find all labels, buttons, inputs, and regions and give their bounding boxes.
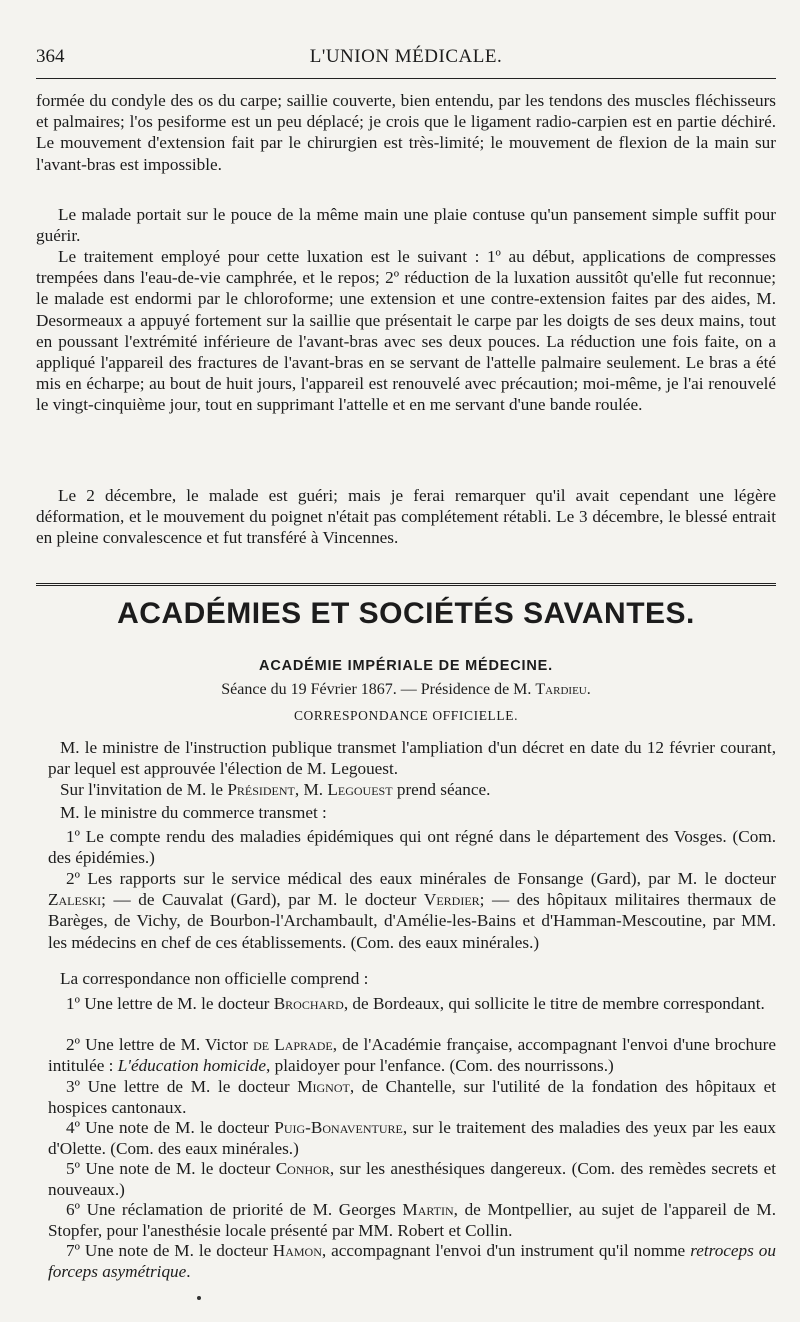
text-run: , de Montpellier, au sujet de l'appareil de M. Stopfer, pour l'anesthésie locale présenté par MM. Robert et Collin. bbox=[48, 1200, 776, 1241]
text-run: , plaidoyer pour l'enfance. (Com. des nourrissons.) bbox=[266, 1056, 614, 1076]
session-line bbox=[36, 681, 776, 699]
name-hamon: Hamon bbox=[272, 1241, 322, 1260]
unofficial-intro: La correspondance non officielle comprend : bbox=[60, 969, 369, 988]
text-run: 2º Une lettre de M. Victor bbox=[66, 1035, 254, 1054]
name-brochard: Brochard bbox=[273, 994, 344, 1013]
unofficial-item-3 bbox=[36, 1076, 776, 1118]
name-conhor: Conhor bbox=[275, 1159, 330, 1178]
text-run: 5º Une note de M. le docteur bbox=[66, 1159, 276, 1178]
text-run: , sur les anesthésiques dangereux. (Com. des remèdes secrets et nouveaux.) bbox=[48, 1159, 777, 1200]
print-mark bbox=[197, 1296, 201, 1300]
text-run: , de Chantelle, sur l'utilité de la fondation des hôpitaux et hospices cantonaux. bbox=[48, 1077, 776, 1118]
text-run: 3º Une lettre de M. le docteur bbox=[66, 1077, 298, 1096]
name-zaleski: Zaleski bbox=[48, 890, 102, 910]
section-heading: ACADÉMIES ET SOCIÉTÉS SAVANTES. bbox=[117, 597, 695, 630]
text-run: ; — de Cauvalat (Gard), par M. le docteur bbox=[101, 890, 424, 910]
page-number: 364 bbox=[36, 46, 65, 67]
text-run: , sur le traitement des maladies des yeux par les eaux d'Olette. (Com. des eaux minérales.) bbox=[48, 1118, 776, 1159]
text-run: Sur l'invitation de M. le bbox=[60, 780, 228, 799]
official-item-epidemics: 1º Le compte rendu des maladies épidémiques qui ont régné dans le département des Vosges. (Com. des épidémies.) bbox=[48, 827, 776, 868]
text-run: 4º Une note de M. le docteur bbox=[66, 1118, 275, 1137]
official-item-commerce: M. le ministre du commerce transmet : bbox=[60, 803, 327, 822]
text-run: , M. bbox=[294, 780, 328, 799]
text-run: prend séance. bbox=[392, 780, 491, 799]
unofficial-item-5 bbox=[36, 1158, 776, 1200]
paragraph-wound: Le malade portait sur le pouce de la même main une plaie contuse qu'un pansement simple suffit pour guérir. bbox=[36, 205, 776, 246]
unofficial-item-4 bbox=[36, 1117, 776, 1159]
name-verdier: Verdier bbox=[423, 890, 480, 910]
section-separator bbox=[36, 583, 776, 588]
instrument-name: retroceps ou forceps asymétrique bbox=[48, 1241, 776, 1282]
official-item-waters bbox=[36, 868, 776, 953]
paragraph-treatment: Le traitement employé pour cette luxation est le suivant : 1º au début, applications de compresses trempées dans l'eau-de-vie camphrée, et le repos; 2º réduction de la luxation aussitôt qu'elle fut reconnue; le malade est endormi par le chloroforme; une extension et une contre-extension faites par des aides, M. Desormeaux a appuyé fortement sur la saillie que présentait le carpe par les doigts de ses deux mains, tout en poussant l'extrémité inférieure de l'avant-bras avec ses deux pouces. La réduction une fois faite, on a appliqué l'appareil des fractures de l'avant-bras en se servant de l'attelle palmaire seulement. Le bras a été mis en écharpe; au bout de huit jours, l'appareil est renouvelé avec précaution; moi-même, je l'ai renouvelé le vingt-cinquième jour, tout en supprimant l'attelle et en me servant d'une bande roulée. bbox=[36, 247, 776, 415]
paragraph-anatomy: formée du condyle des os du carpe; saillie couverte, bien entendu, par les tendons des muscles fléchisseurs et palmaires; l'os pesiforme est un peu déplacé; je crois que le ligament radio-carpien est en partie déchiré. Le mouvement d'extension fait par le chirurgien est très-limité; le mouvement de flexion de la main sur l'avant-bras est impossible. bbox=[36, 91, 776, 174]
name-mignot: Mignot bbox=[297, 1077, 350, 1096]
text-run: 6º Une réclamation de priorité de M. Georges bbox=[66, 1200, 403, 1219]
session-suffix: . bbox=[586, 681, 591, 698]
name-legouest: Legouest bbox=[327, 780, 393, 799]
text-run: 7º Une note de M. le docteur bbox=[66, 1241, 273, 1260]
name-martin: Martin bbox=[402, 1200, 454, 1219]
text-run: ; — des hôpitaux militaires thermaux de Barèges, de Vichy, de Bourbon-l'Archambault, d'Amélie-les-Bains et d'Hamman-Mescoutine, par MM. les médecins en chef de ces établissements. (Com. des eaux minérales.) bbox=[48, 890, 776, 952]
name-laprade: de Laprade bbox=[253, 1035, 333, 1054]
text-run: , accompagnant l'envoi d'un instrument qu'il nomme bbox=[321, 1241, 691, 1260]
academy-title: ACADÉMIE IMPÉRIALE DE MÉDECINE. bbox=[259, 658, 553, 674]
journal-title: L'UNION MÉDICALE. bbox=[309, 46, 503, 67]
header-rule bbox=[36, 78, 776, 79]
unofficial-item-1 bbox=[36, 993, 776, 1014]
text-run: . bbox=[186, 1262, 191, 1282]
official-item-decree: M. le ministre de l'instruction publique transmet l'ampliation d'un décret en date du 12 février courant, par lequel est approuvée l'élection de M. Legouest. bbox=[48, 738, 776, 779]
brochure-title: L'éducation homicide bbox=[117, 1056, 267, 1076]
text-run: , de l'Académie française, accompagnant l'envoi d'une brochure intitulée : bbox=[48, 1035, 776, 1076]
name-puig: Puig-Bonaventure bbox=[274, 1118, 403, 1137]
running-head bbox=[36, 46, 776, 72]
correspondence-title: CORRESPONDANCE OFFICIELLE. bbox=[293, 708, 519, 723]
unofficial-item-7 bbox=[36, 1240, 776, 1282]
text-run: 1º Une lettre de M. le docteur bbox=[66, 994, 274, 1013]
paragraph-outcome: Le 2 décembre, le malade est guéri; mais je ferai remarquer qu'il avait cependant une légère déformation, et le mouvement du poignet n'était pas complétement rétabli. Le 3 décembre, le blessé entrait en pleine convalescence et fut transféré à Vincennes. bbox=[36, 486, 776, 548]
session-prefix: Séance du 19 Février 1867. — Présidence de M. bbox=[221, 681, 536, 698]
unofficial-item-2 bbox=[36, 1034, 776, 1076]
text-run: , de Bordeaux, qui sollicite le titre de membre correspondant. bbox=[343, 994, 765, 1013]
unofficial-item-6 bbox=[36, 1199, 776, 1241]
official-item-seance bbox=[36, 779, 776, 800]
name-president: Président bbox=[227, 780, 295, 799]
president-name: Tardieu bbox=[535, 681, 587, 698]
text-run: 2º Les rapports sur le service médical des eaux minérales de Fonsange (Gard), par M. le docteur bbox=[66, 869, 776, 888]
